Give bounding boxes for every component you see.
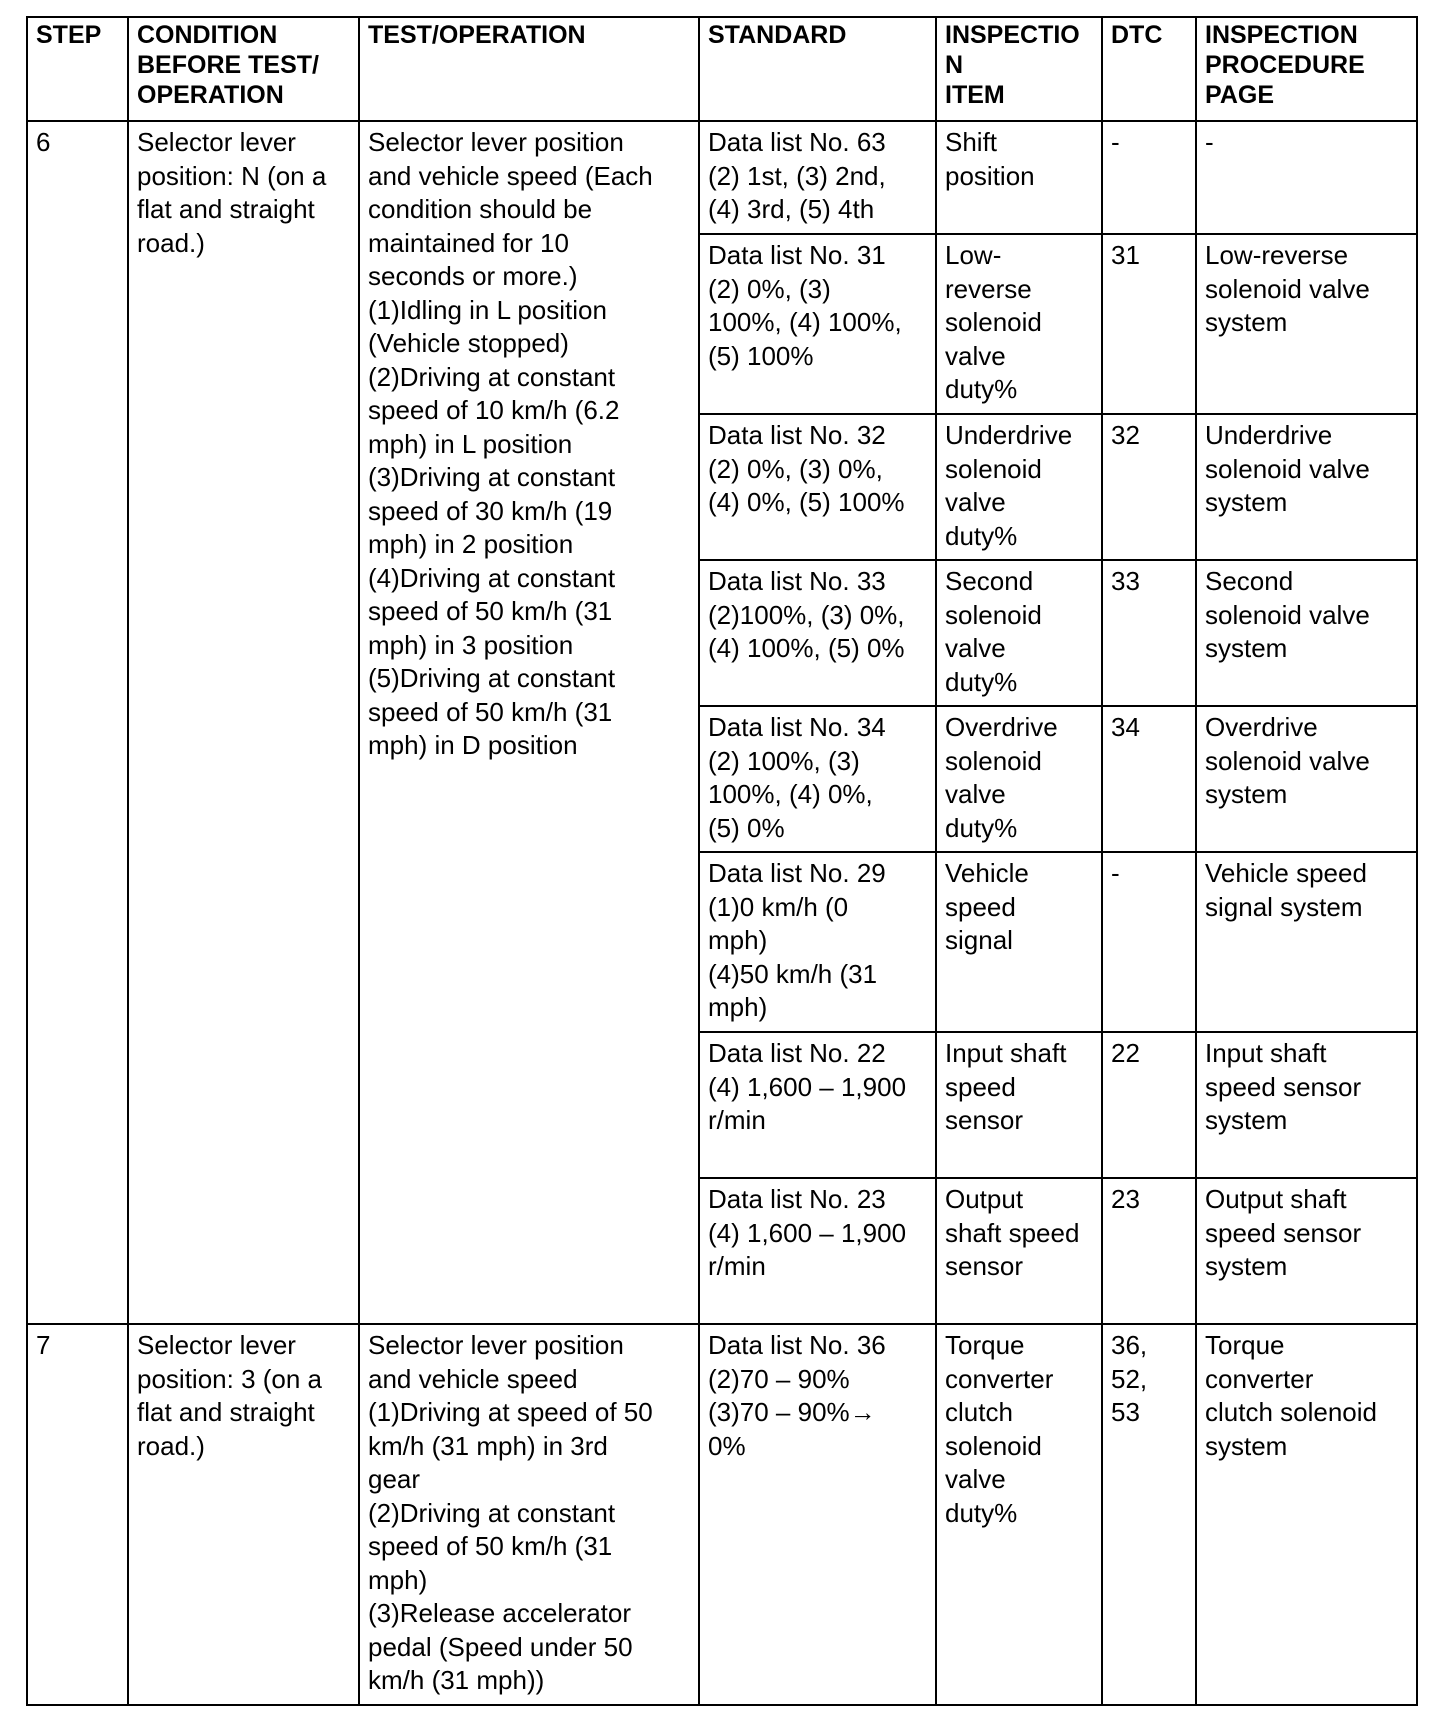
standard-cell: Data list No. 32 (2) 0%, (3) 0%, (4) 0%, (5) 100%: [699, 414, 936, 560]
header-inspection-item: INSPECTION ITEM: [936, 17, 1102, 121]
standard-cell: Data list No. 31 (2) 0%, (3) 100%, (4) 100%, (5) 100%: [699, 234, 936, 414]
dtc-cell: 22: [1102, 1032, 1196, 1178]
dtc-cell: -: [1102, 852, 1196, 1032]
inspection-item-cell: Low- reverse solenoid valve duty%: [936, 234, 1102, 414]
standard-cell: Data list No. 63 (2) 1st, (3) 2nd, (4) 3rd, (5) 4th: [699, 121, 936, 234]
dtc-cell: 34: [1102, 706, 1196, 852]
procedure-page-cell: Output shaft speed sensor system: [1196, 1178, 1417, 1324]
header-row: [27, 17, 1417, 121]
standard-cell: Data list No. 22 (4) 1,600 – 1,900 r/min: [699, 1032, 936, 1178]
test-operation-cell: Selector lever position and vehicle speed (1)Driving at speed of 50 km/h (31 mph) in 3rd gear (2)Driving at constant speed of 50 km/h (31 mph) (3)Release accelerator pedal (Speed under 50 km/h (31 mph)): [359, 1324, 699, 1705]
inspection-item-cell: Vehicle speed signal: [936, 852, 1102, 1032]
standard-cell: Data list No. 23 (4) 1,600 – 1,900 r/min: [699, 1178, 936, 1324]
procedure-page-cell: Overdrive solenoid valve system: [1196, 706, 1417, 852]
step-number: 6: [27, 121, 128, 1324]
header-standard: STANDARD: [699, 17, 936, 121]
standard-cell: Data list No. 29 (1)0 km/h (0 mph) (4)50 km/h (31 mph): [699, 852, 936, 1032]
dtc-cell: 23: [1102, 1178, 1196, 1324]
header-procedure-page: INSPECTION PROCEDURE PAGE: [1196, 17, 1417, 121]
inspection-table: [26, 16, 1418, 1706]
inspection-item-cell: Torque converter clutch solenoid valve duty%: [936, 1324, 1102, 1705]
procedure-page-cell: -: [1196, 121, 1417, 234]
header-test-operation: TEST/OPERATION: [359, 17, 699, 121]
procedure-page-cell: Torque converter clutch solenoid system: [1196, 1324, 1417, 1705]
header-step: STEP: [27, 17, 128, 121]
header-condition: CONDITION BEFORE TEST/ OPERATION: [128, 17, 359, 121]
inspection-item-cell: Shift position: [936, 121, 1102, 234]
dtc-cell: 32: [1102, 414, 1196, 560]
condition-cell: Selector lever position: N (on a flat and straight road.): [128, 121, 359, 1324]
procedure-page-cell: Underdrive solenoid valve system: [1196, 414, 1417, 560]
dtc-cell: -: [1102, 121, 1196, 234]
inspection-item-cell: Second solenoid valve duty%: [936, 560, 1102, 706]
procedure-page-cell: Second solenoid valve system: [1196, 560, 1417, 706]
inspection-item-cell: Underdrive solenoid valve duty%: [936, 414, 1102, 560]
step-number: 7: [27, 1324, 128, 1705]
procedure-page-cell: Low-reverse solenoid valve system: [1196, 234, 1417, 414]
table-row: [27, 121, 1417, 234]
standard-cell: Data list No. 33 (2)100%, (3) 0%, (4) 100%, (5) 0%: [699, 560, 936, 706]
inspection-item-cell: Overdrive solenoid valve duty%: [936, 706, 1102, 852]
dtc-cell: 36, 52, 53: [1102, 1324, 1196, 1705]
standard-cell: Data list No. 36 (2)70 – 90% (3)70 – 90%→ 0%: [699, 1324, 936, 1705]
dtc-cell: 31: [1102, 234, 1196, 414]
inspection-item-cell: Input shaft speed sensor: [936, 1032, 1102, 1178]
standard-cell: Data list No. 34 (2) 100%, (3) 100%, (4) 0%, (5) 0%: [699, 706, 936, 852]
test-operation-cell: Selector lever position and vehicle speed (Each condition should be maintained for 10 seconds or more.) (1)Idling in L position (Vehicle stopped) (2)Driving at constant speed of 10 km/h (6.2 mph) in L position (3)Driving at constant speed of 30 km/h (19 mph) in 2 position (4)Driving at constant speed of 50 km/h (31 mph) in 3 position (5)Driving at constant speed of 50 km/h (31 mph) in D position: [359, 121, 699, 1324]
dtc-cell: 33: [1102, 560, 1196, 706]
procedure-page-cell: Input shaft speed sensor system: [1196, 1032, 1417, 1178]
table-row: [27, 1324, 1417, 1705]
header-dtc: DTC: [1102, 17, 1196, 121]
condition-cell: Selector lever position: 3 (on a flat and straight road.): [128, 1324, 359, 1705]
procedure-page-cell: Vehicle speed signal system: [1196, 852, 1417, 1032]
inspection-item-cell: Output shaft speed sensor: [936, 1178, 1102, 1324]
